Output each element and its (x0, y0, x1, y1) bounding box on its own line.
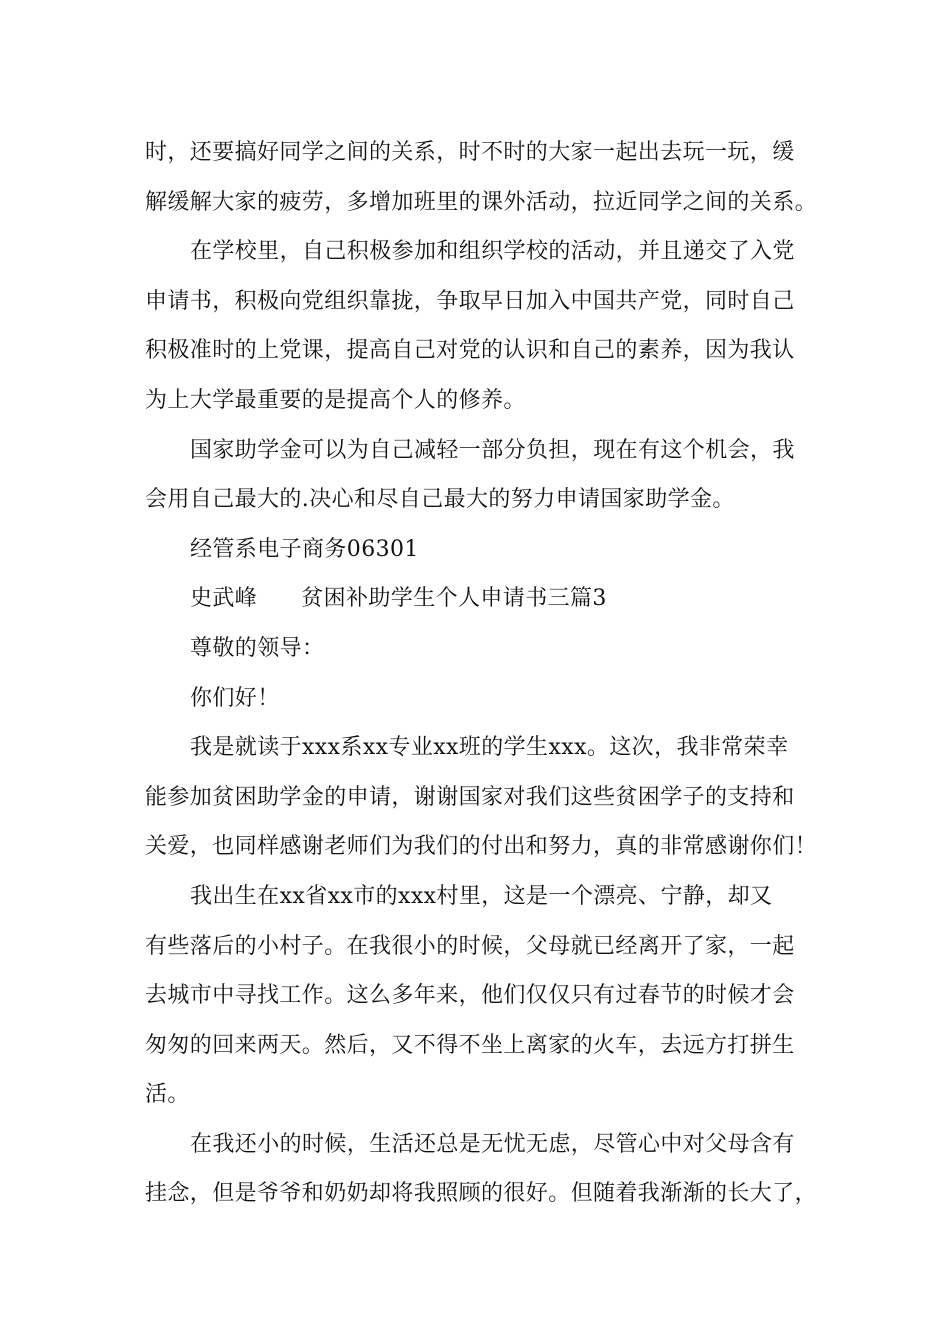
text-line: 解缓解大家的疲劳，多增加班里的课外活动，拉近同学之间的关系。 (145, 189, 818, 215)
text-line: 为上大学最重要的是提高个人的修养。 (145, 387, 526, 413)
text-line: 匆匆的回来两天。然后，又不得不坐上离家的火车，去远方打拼生 (145, 1032, 795, 1058)
signature-title-line (145, 574, 815, 624)
text-line: 会用自己最大的.决心和尽自己最大的努力申请国家助学金。 (145, 487, 735, 513)
document-body (145, 128, 818, 1219)
text-line: 申请书，积极向党组织靠拢，争取早日加入中国共产党，同时自己 (145, 288, 795, 314)
text-line: 活。 (145, 1082, 190, 1108)
text-line: 挂念，但是爷爷和奶奶却将我照顾的很好。但随着我渐渐的长大了， (145, 1181, 818, 1207)
signature-name: 史武峰 (190, 586, 258, 612)
paragraph-start: 在学校里，自己积极参加和组织学校的活动，并且递交了入党 (190, 239, 795, 265)
paragraph-start: 在我还小的时候，生活还总是无忧无虑，尽管心中对父母含有 (190, 1131, 795, 1157)
text-line: 关爱，也同样感谢老师们为我们的付出和努力，真的非常感谢你们！ (145, 834, 818, 860)
document-title: 贫困补助学生个人申请书三篇3 (301, 586, 607, 612)
text-line: 积极准时的上党课，提高自己对党的认识和自己的素养，因为我认 (145, 338, 795, 364)
text-line: 有些落后的小村子。在我很小的时候，父母就已经离开了家，一起 (145, 933, 795, 959)
text-line: 时，还要搞好同学之间的关系，时不时的大家一起出去玩一玩，缓 (145, 140, 795, 165)
text-line: 能参加贫困助学金的申请，谢谢国家对我们这些贫困学子的支持和 (145, 784, 795, 810)
greeting: 你们好！ (190, 685, 280, 711)
paragraph-start: 国家助学金可以为自己减轻一部分负担，现在有这个机会，我 (190, 437, 795, 463)
department-line: 经管系电子商务06301 (190, 536, 419, 562)
text-line: 去城市中寻找工作。这么多年来，他们仅仅只有过春节的时候才会 (145, 983, 795, 1009)
paragraph-start: 我是就读于xxx系xx专业xx班的学生xxx。这次，我非常荣幸 (190, 735, 789, 761)
salutation: 尊敬的领导： (190, 635, 325, 661)
paragraph-start: 我出生在xx省xx市的xxx村里，这是一个漂亮、宁静，却又 (190, 883, 773, 909)
